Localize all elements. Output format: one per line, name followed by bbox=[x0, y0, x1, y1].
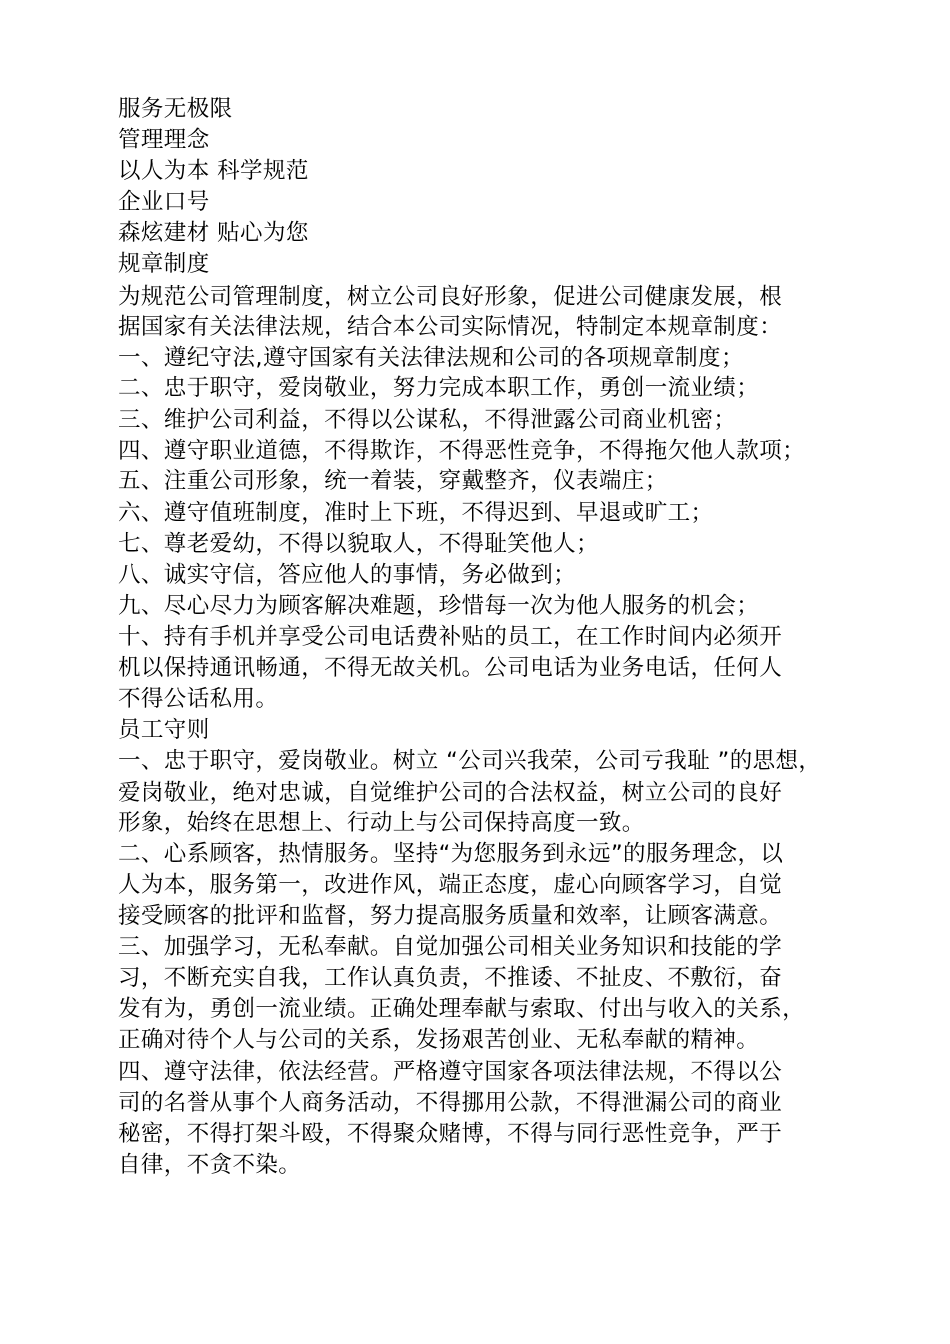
text-line: 一、忠于职守，爱岗敬业。树立 “公司兴我荣，公司亏我耻 ”的思想， bbox=[118, 748, 822, 774]
text-line: 森炫建材 贴心为您 bbox=[118, 220, 309, 246]
text-line: 管理理念 bbox=[118, 127, 210, 153]
text-line: 正确对待个人与公司的关系，发扬艰苦创业、无私奉献的精神。 bbox=[118, 1027, 760, 1053]
text-line: 为规范公司管理制度，树立公司良好形象，促进公司健康发展，根 bbox=[118, 284, 783, 310]
text-line: 规章制度 bbox=[118, 251, 210, 277]
text-line: 服务无极限 bbox=[118, 96, 233, 122]
text-line: 据国家有关法律法规，结合本公司实际情况，特制定本规章制度： bbox=[118, 314, 783, 340]
text-line: 不得公话私用。 bbox=[118, 686, 279, 712]
text-line: 二、忠于职守，爱岗敬业，努力完成本职工作，勇创一流业绩； bbox=[118, 375, 760, 401]
text-line: 十、持有手机并享受公司电话费补贴的员工，在工作时间内必须开 bbox=[118, 624, 783, 650]
text-line: 四、遵守职业道德，不得欺诈，不得恶性竞争，不得拖欠他人款项； bbox=[118, 438, 806, 464]
text-line: 接受顾客的批评和监督，努力提高服务质量和效率，让顾客满意。 bbox=[118, 903, 783, 929]
text-line: 二、心系顾客，热情服务。坚持“为您服务到永远”的服务理念，以 bbox=[118, 841, 784, 867]
text-line: 司的名誉从事个人商务活动，不得挪用公款，不得泄漏公司的商业 bbox=[118, 1090, 783, 1116]
text-line: 机以保持通讯畅通，不得无故关机。公司电话为业务电话，任何人 bbox=[118, 655, 783, 681]
text-line: 秘密，不得打架斗殴，不得聚众赌博，不得与同行恶性竞争，严于 bbox=[118, 1121, 783, 1147]
text-line: 发有为，勇创一流业绩。正确处理奉献与索取、付出与收入的关系， bbox=[118, 996, 806, 1022]
text-line: 六、遵守值班制度，准时上下班，不得迟到、早退或旷工； bbox=[118, 500, 714, 526]
text-line: 爱岗敬业，绝对忠诚，自觉维护公司的合法权益，树立公司的良好 bbox=[118, 780, 783, 806]
text-line: 企业口号 bbox=[118, 189, 210, 215]
text-line: 九、尽心尽力为顾客解决难题，珍惜每一次为他人服务的机会； bbox=[118, 593, 760, 619]
text-line: 五、注重公司形象，统一着装，穿戴整齐，仪表端庄； bbox=[118, 468, 668, 494]
text-line: 一、遵纪守法,遵守国家有关法律法规和公司的各项规章制度； bbox=[118, 345, 744, 371]
text-line: 以人为本 科学规范 bbox=[118, 158, 309, 184]
text-line: 七、尊老爱幼，不得以貌取人，不得耻笑他人； bbox=[118, 531, 599, 557]
text-line: 自律，不贪不染。 bbox=[118, 1152, 302, 1178]
text-line: 人为本，服务第一，改进作风，端正态度，虚心向顾客学习，自觉 bbox=[118, 872, 783, 898]
text-line: 员工守则 bbox=[118, 717, 210, 743]
text-line: 三、维护公司利益，不得以公谋私，不得泄露公司商业机密； bbox=[118, 407, 737, 433]
text-line: 三、加强学习，无私奉献。自觉加强公司相关业务知识和技能的学 bbox=[118, 934, 783, 960]
text-line: 形象，始终在思想上、行动上与公司保持高度一致。 bbox=[118, 810, 645, 836]
text-line: 习，不断充实自我，工作认真负责，不推诿、不扯皮、不敷衍，奋 bbox=[118, 965, 783, 991]
text-line: 四、遵守法律，依法经营。严格遵守国家各项法律法规，不得以公 bbox=[118, 1059, 783, 1085]
text-line: 八、诚实守信，答应他人的事情，务必做到； bbox=[118, 562, 577, 588]
